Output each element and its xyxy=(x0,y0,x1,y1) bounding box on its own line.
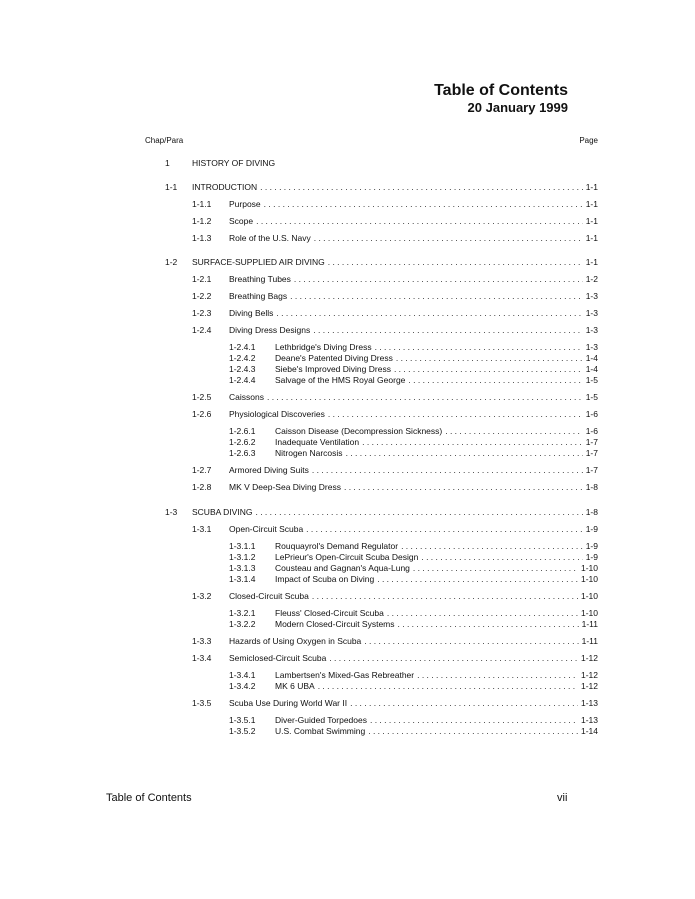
dot-leader xyxy=(387,608,578,619)
toc-entry-number: 1-1.1 xyxy=(192,199,212,209)
toc-entry-leader-line xyxy=(275,619,598,630)
dot-leader xyxy=(408,375,582,386)
dot-leader xyxy=(344,482,583,493)
toc-entry[interactable] xyxy=(0,465,695,476)
dot-leader xyxy=(364,636,578,647)
chapter-heading xyxy=(0,158,695,169)
toc-entry[interactable] xyxy=(0,681,695,692)
toc-entry[interactable] xyxy=(0,608,695,619)
toc-entry-number: 1-3.3 xyxy=(192,636,212,646)
toc-entry-title[interactable]: Purpose xyxy=(229,199,261,209)
dot-leader xyxy=(306,524,583,535)
toc-entry-page[interactable]: 1-4 xyxy=(585,364,598,374)
toc-entry-page[interactable]: 1-1 xyxy=(585,182,598,192)
toc-entry-number: 1-3.1.1 xyxy=(229,541,256,551)
toc-entry-leader-line xyxy=(229,636,598,647)
dot-leader xyxy=(312,591,578,602)
toc-entry-title[interactable]: Caissons xyxy=(229,392,264,402)
dot-leader xyxy=(350,698,578,709)
toc-entry-title[interactable]: Open-Circuit Scuba xyxy=(229,524,304,534)
toc-entry-page[interactable]: 1-9 xyxy=(585,524,598,534)
toc-entry-number: 1-3.2 xyxy=(192,591,212,601)
toc-entry[interactable] xyxy=(0,574,695,585)
toc-entry-leader-line xyxy=(275,541,598,552)
toc-entry-leader-line xyxy=(275,448,598,459)
toc-entry-leader-line xyxy=(275,342,598,353)
toc-entry-number: 1-3.2.1 xyxy=(229,608,256,618)
toc-entry-title[interactable]: Lethbridge's Diving Dress xyxy=(275,342,372,352)
toc-entry-number: 1-2.4.3 xyxy=(229,364,256,374)
dot-leader xyxy=(294,274,583,285)
toc-entry-page[interactable]: 1-1 xyxy=(585,216,598,226)
toc-entry-leader-line xyxy=(275,681,598,692)
toc-entry-title[interactable]: Diving Dress Designs xyxy=(229,325,311,335)
toc-entry-page[interactable]: 1-1 xyxy=(585,199,598,209)
toc-entry-title[interactable]: Diver-Guided Torpedoes xyxy=(275,715,367,725)
toc-entry-title[interactable]: Physiological Discoveries xyxy=(229,409,325,419)
toc-entry-page[interactable]: 1-10 xyxy=(580,608,598,618)
toc-entry[interactable] xyxy=(0,182,695,193)
toc-entry-page[interactable]: 1-8 xyxy=(585,482,598,492)
toc-entry-page[interactable]: 1-12 xyxy=(580,681,598,691)
toc-entry-number: 1-1.2 xyxy=(192,216,212,226)
toc-entry-page[interactable]: 1-6 xyxy=(585,409,598,419)
toc-entry-page[interactable]: 1-11 xyxy=(581,619,598,629)
toc-entry-number: 1-2.3 xyxy=(192,308,212,318)
toc-entry-number: 1-2.8 xyxy=(192,482,212,492)
toc-entry-page[interactable]: 1-1 xyxy=(585,233,598,243)
toc-entry[interactable] xyxy=(0,392,695,403)
toc-entry[interactable] xyxy=(0,563,695,574)
toc-entry[interactable] xyxy=(0,342,695,353)
toc-entry-page[interactable]: 1-12 xyxy=(580,653,598,663)
page-date: 20 January 1999 xyxy=(467,100,568,115)
dot-leader xyxy=(375,342,583,353)
dot-leader xyxy=(328,409,583,420)
column-header-page: Page xyxy=(579,136,598,145)
toc-entry-leader-line xyxy=(275,375,598,386)
toc-entry-page[interactable]: 1-3 xyxy=(585,291,598,301)
dot-leader xyxy=(276,308,582,319)
dot-leader xyxy=(312,465,583,476)
toc-entry[interactable] xyxy=(0,199,695,210)
dot-leader xyxy=(329,653,578,664)
toc-entry-page[interactable]: 1-10 xyxy=(580,563,598,573)
toc-entry-number: 1-3.5.2 xyxy=(229,726,256,736)
toc-entry-number: 1-2.4.2 xyxy=(229,353,256,363)
toc-entry-number: 1-3.1.4 xyxy=(229,574,256,584)
dot-leader xyxy=(267,392,583,403)
toc-entry-leader-line xyxy=(275,563,598,574)
toc-entry[interactable] xyxy=(0,409,695,420)
toc-entry-leader-line xyxy=(275,608,598,619)
toc-entry-page[interactable]: 1-12 xyxy=(580,670,598,680)
toc-entry-page[interactable]: 1-4 xyxy=(585,353,598,363)
dot-leader xyxy=(256,216,583,227)
toc-entry-page[interactable]: 1-9 xyxy=(585,552,598,562)
toc-entry-page[interactable]: 1-3 xyxy=(585,325,598,335)
toc-entry-leader-line xyxy=(275,426,598,437)
toc-entry[interactable] xyxy=(0,726,695,737)
toc-entry-page[interactable]: 1-5 xyxy=(585,375,598,385)
toc-entry[interactable] xyxy=(0,375,695,386)
dot-leader xyxy=(396,353,583,364)
dot-leader xyxy=(398,619,579,630)
toc-entry-page[interactable]: 1-10 xyxy=(580,591,598,601)
toc-entry-title[interactable]: Diving Bells xyxy=(229,308,274,318)
toc-entry-leader-line xyxy=(229,591,598,602)
toc-entry-leader-line xyxy=(229,698,598,709)
toc-entry-number: 1-2 xyxy=(165,257,178,267)
toc-entry-leader-line xyxy=(275,364,598,375)
toc-entry-leader-line xyxy=(229,274,598,285)
dot-leader xyxy=(394,364,583,375)
dot-leader xyxy=(368,726,578,737)
toc-entry-leader-line xyxy=(275,437,598,448)
dot-leader xyxy=(417,670,578,681)
toc-entry[interactable] xyxy=(0,636,695,647)
toc-entry-leader-line xyxy=(229,199,598,210)
toc-entry-title[interactable]: Armored Diving Suits xyxy=(229,465,309,475)
toc-entry[interactable] xyxy=(0,353,695,364)
toc-entry-page[interactable]: 1-8 xyxy=(585,507,598,517)
toc-entry-title[interactable]: Nitrogen Narcosis xyxy=(275,448,343,458)
toc-entry-title[interactable]: Modern Closed-Circuit Systems xyxy=(275,619,395,629)
toc-entry-number: 1-2.5 xyxy=(192,392,212,402)
toc-entry-number: 1-3.5 xyxy=(192,698,212,708)
toc-entry-number: 1-2.2 xyxy=(192,291,212,301)
toc-entry-title[interactable]: Cousteau and Gagnan's Aqua-Lung xyxy=(275,563,410,573)
toc-entry-page[interactable]: 1-1 xyxy=(585,257,598,267)
toc-entry-leader-line xyxy=(275,353,598,364)
toc-entry-leader-line xyxy=(229,291,598,302)
toc-entry-page[interactable]: 1-7 xyxy=(585,448,598,458)
chapter-title: HISTORY OF DIVING xyxy=(192,158,276,168)
toc-entry[interactable] xyxy=(0,426,695,437)
toc-entry-title[interactable]: Semiclosed-Circuit Scuba xyxy=(229,653,327,663)
toc-entry-title[interactable]: Breathing Bags xyxy=(229,291,288,301)
toc-entry-title[interactable]: Breathing Tubes xyxy=(229,274,291,284)
toc-entry-title[interactable]: Siebe's Improved Diving Dress xyxy=(275,364,391,374)
toc-entry-title[interactable]: Hazards of Using Oxygen in Scuba xyxy=(229,636,362,646)
toc-entry-leader-line xyxy=(229,308,598,319)
toc-entry-leader-line xyxy=(275,574,598,585)
toc-entry-title[interactable]: Inadequate Ventilation xyxy=(275,437,360,447)
toc-entry[interactable] xyxy=(0,216,695,227)
toc-entry-number: 1-2.6 xyxy=(192,409,212,419)
toc-entry-leader-line xyxy=(192,257,598,268)
toc-entry[interactable] xyxy=(0,670,695,681)
toc-entry-leader-line xyxy=(192,182,598,193)
chapter-number: 1 xyxy=(165,158,170,168)
dot-leader xyxy=(377,574,578,585)
toc-entry-number: 1-2.7 xyxy=(192,465,212,475)
toc-entry-number: 1-2.4.4 xyxy=(229,375,256,385)
toc-entry[interactable] xyxy=(0,698,695,709)
toc-entry[interactable] xyxy=(0,482,695,493)
toc-entry-title[interactable]: SURFACE-SUPPLIED AIR DIVING xyxy=(192,257,325,267)
dot-leader xyxy=(413,563,578,574)
toc-entry[interactable] xyxy=(0,291,695,302)
toc-entry-page[interactable]: 1-7 xyxy=(585,437,598,447)
toc-entry[interactable] xyxy=(0,257,695,268)
toc-entry-page[interactable]: 1-3 xyxy=(585,342,598,352)
dot-leader xyxy=(313,325,582,336)
toc-entry[interactable] xyxy=(0,715,695,726)
toc-entry-title[interactable]: LePrieur's Open-Circuit Scuba Design xyxy=(275,552,419,562)
toc-entry-number: 1-3.4.1 xyxy=(229,670,256,680)
toc-entry-number: 1-3.1.2 xyxy=(229,552,256,562)
toc-entry-leader-line xyxy=(229,409,598,420)
dot-leader xyxy=(318,681,578,692)
toc-entry-number: 1-2.6.3 xyxy=(229,448,256,458)
toc-entry-title[interactable]: INTRODUCTION xyxy=(192,182,258,192)
toc-entry[interactable] xyxy=(0,233,695,244)
toc-entry-leader-line xyxy=(275,552,598,563)
toc-entry-leader-line xyxy=(229,465,598,476)
toc-entry[interactable] xyxy=(0,653,695,664)
toc-entry-number: 1-3.4.2 xyxy=(229,681,256,691)
toc-entry-title[interactable]: Closed-Circuit Scuba xyxy=(229,591,309,601)
toc-entry-leader-line xyxy=(229,653,598,664)
toc-entry-title[interactable]: Scope xyxy=(229,216,254,226)
dot-leader xyxy=(264,199,583,210)
footer-page-number: vii xyxy=(557,792,568,804)
toc-entry-number: 1-3.1 xyxy=(192,524,212,534)
toc-entry-page[interactable]: 1-7 xyxy=(585,465,598,475)
dot-leader xyxy=(328,257,583,268)
toc-entry-title[interactable]: Role of the U.S. Navy xyxy=(229,233,311,243)
toc-entry-page[interactable]: 1-11 xyxy=(581,636,598,646)
toc-entry-title[interactable]: MK 6 UBA xyxy=(275,681,315,691)
toc-entry-number: 1-3.2.2 xyxy=(229,619,256,629)
toc-entry-leader-line xyxy=(229,325,598,336)
toc-entry-page[interactable]: 1-14 xyxy=(580,726,598,736)
toc-entry-title[interactable]: Rouquayrol's Demand Regulator xyxy=(275,541,399,551)
toc-entry-number: 1-2.1 xyxy=(192,274,212,284)
dot-leader xyxy=(290,291,583,302)
toc-entry-title[interactable]: MK V Deep-Sea Diving Dress xyxy=(229,482,341,492)
toc-entry[interactable] xyxy=(0,507,695,518)
toc-entry-number: 1-3.5.1 xyxy=(229,715,256,725)
toc-entry-page[interactable]: 1-9 xyxy=(585,541,598,551)
toc-entry[interactable] xyxy=(0,437,695,448)
toc-entry[interactable] xyxy=(0,619,695,630)
toc-entry-page[interactable]: 1-5 xyxy=(585,392,598,402)
toc-entry-leader-line xyxy=(229,216,598,227)
footer-title: Table of Contents xyxy=(106,792,192,804)
toc-entry-page[interactable]: 1-13 xyxy=(580,698,598,708)
page-title: Table of Contents xyxy=(434,82,568,99)
toc-entry-title[interactable]: SCUBA DIVING xyxy=(192,507,253,517)
dot-leader xyxy=(362,437,583,448)
toc-entry-leader-line xyxy=(229,524,598,535)
toc-entry-page[interactable]: 1-10 xyxy=(580,574,598,584)
toc-entry-number: 1-3.4 xyxy=(192,653,212,663)
toc-entry-title[interactable]: Impact of Scuba on Diving xyxy=(275,574,375,584)
toc-entry-leader-line xyxy=(275,715,598,726)
toc-entry[interactable] xyxy=(0,448,695,459)
toc-entry[interactable] xyxy=(0,524,695,535)
toc-entry-leader-line xyxy=(275,670,598,681)
toc-entry-title[interactable]: Salvage of the HMS Royal George xyxy=(275,375,406,385)
toc-entry-title[interactable]: Caisson Disease (Decompression Sickness) xyxy=(275,426,443,436)
dot-leader xyxy=(255,507,582,518)
toc-entry[interactable] xyxy=(0,364,695,375)
dot-leader xyxy=(401,541,583,552)
toc-entry-leader-line xyxy=(229,233,598,244)
toc-entry-title[interactable]: Deane's Patented Diving Dress xyxy=(275,353,393,363)
toc-entry-leader-line xyxy=(229,392,598,403)
dot-leader xyxy=(421,552,582,563)
dot-leader xyxy=(346,448,583,459)
dot-leader xyxy=(314,233,583,244)
column-header-chap-para: Chap/Para xyxy=(145,136,184,145)
toc-entry-number: 1-1.3 xyxy=(192,233,212,243)
toc-entry-leader-line xyxy=(229,482,598,493)
toc-entry-title[interactable]: Scuba Use During World War II xyxy=(229,698,348,708)
toc-entry[interactable] xyxy=(0,591,695,602)
toc-entry-page[interactable]: 1-6 xyxy=(585,426,598,436)
toc-entry-page[interactable]: 1-13 xyxy=(580,715,598,725)
toc-entry-number: 1-1 xyxy=(165,182,178,192)
toc-entry-leader-line xyxy=(192,507,598,518)
dot-leader xyxy=(445,426,582,437)
toc-entry[interactable] xyxy=(0,325,695,336)
toc-entry[interactable] xyxy=(0,552,695,563)
toc-entry-number: 1-2.6.2 xyxy=(229,437,256,447)
toc-entry-title[interactable]: Lambertsen's Mixed-Gas Rebreather xyxy=(275,670,415,680)
toc-entry[interactable] xyxy=(0,541,695,552)
toc-entry[interactable] xyxy=(0,274,695,285)
toc-entry-number: 1-3 xyxy=(165,507,178,517)
toc-entry-page[interactable]: 1-3 xyxy=(585,308,598,318)
dot-leader xyxy=(260,182,583,193)
toc-entry-number: 1-2.4.1 xyxy=(229,342,256,352)
toc-entry-leader-line xyxy=(275,726,598,737)
toc-entry-page[interactable]: 1-2 xyxy=(585,274,598,284)
toc-entry-number: 1-2.6.1 xyxy=(229,426,256,436)
toc-entry[interactable] xyxy=(0,308,695,319)
toc-entry-number: 1-2.4 xyxy=(192,325,212,335)
dot-leader xyxy=(370,715,578,726)
toc-entry-title[interactable]: U.S. Combat Swimming xyxy=(275,726,366,736)
toc-entry-number: 1-3.1.3 xyxy=(229,563,256,573)
toc-entry-title[interactable]: Fleuss' Closed-Circuit Scuba xyxy=(275,608,384,618)
